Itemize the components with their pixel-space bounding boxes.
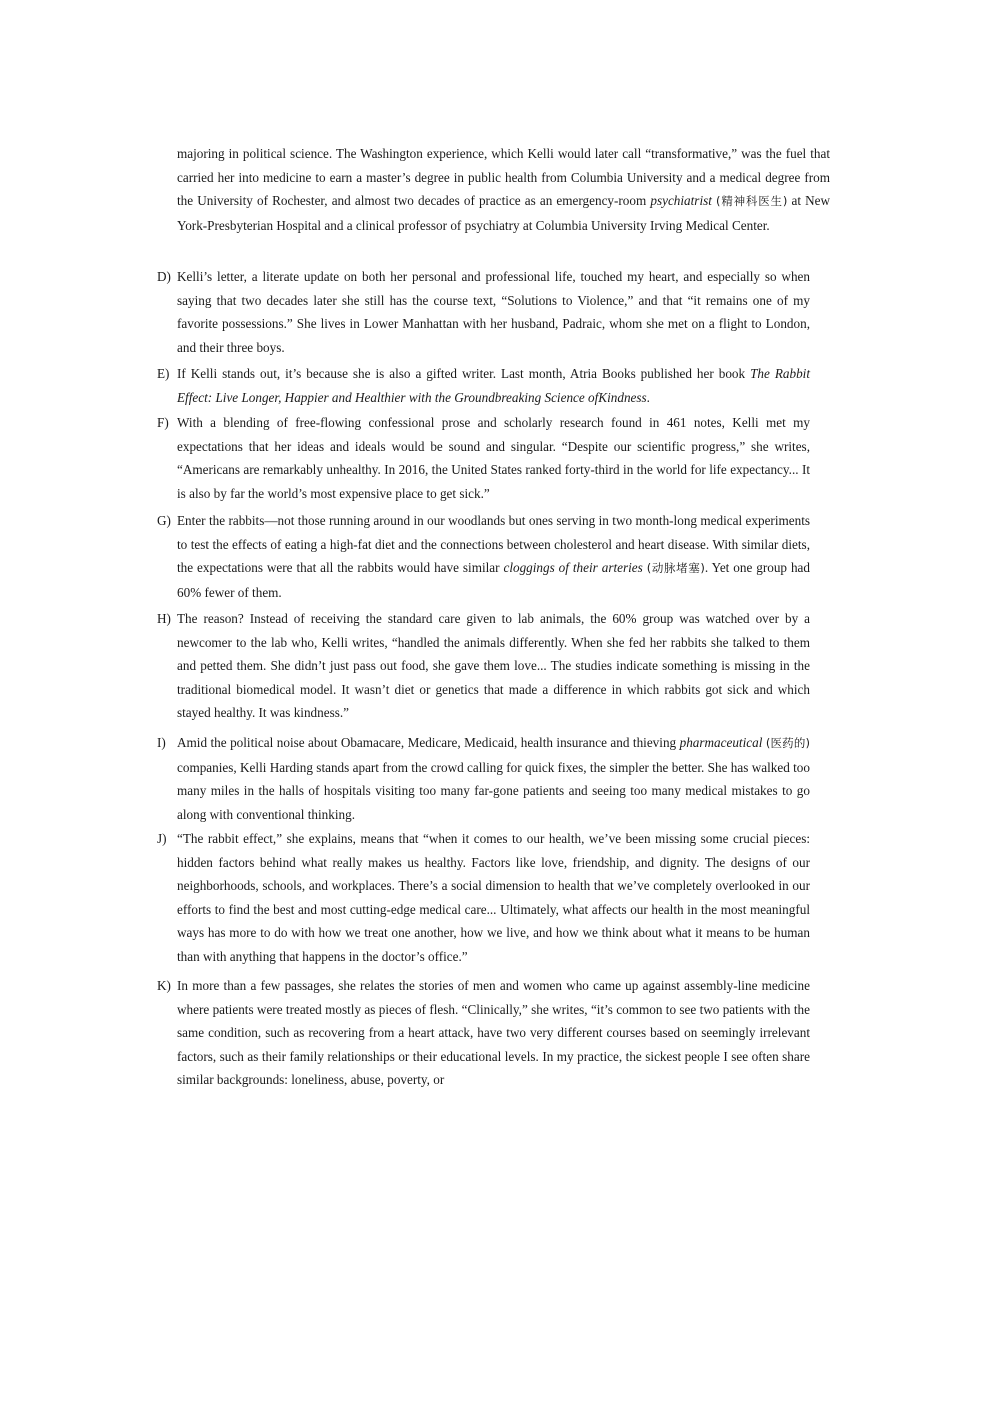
paragraph-i-gloss: (医药的) [765, 736, 810, 750]
paragraph-h [157, 607, 810, 725]
paragraph-g-label: G) [157, 513, 171, 528]
paragraph-j [157, 827, 810, 968]
paragraph-d-label: D) [157, 269, 171, 284]
paragraph-c-gloss: (精神科医生) [716, 194, 788, 208]
paragraph-c-term: psychiatrist [650, 193, 712, 208]
paragraph-e-text: If Kelli stands out, it’s because she is also a gifted writer. Last month, Atria Books published her book [177, 366, 751, 381]
paragraph-g [157, 509, 810, 604]
paragraph-e-book-title: The Rabbit Effect: Live Longer, Happier and Healthier with the Groundbreaking Science ofKindness [177, 366, 810, 405]
paragraph-k-label: K) [157, 978, 171, 993]
paragraph-e [157, 362, 810, 409]
paragraph-g-text: Enter the rabbits—not those running around in our woodlands but ones serving in two month-long medical experiments to test the effects of eating a high-fat diet and the connections between cholesterol and heart disease. With similar diets, the expectations were that all the rabbits would have similar [177, 513, 810, 575]
paragraph-g-term: cloggings of their arteries [503, 560, 643, 575]
paragraph-c-text: majoring in political science. The Washington experience, which Kelli would later call “transformative,” was the fuel that carried her into medicine to earn a master’s degree in public health from Columbia University and a medical degree from the University of Rochester, and almost two decades of practice as an emergency-room [177, 146, 830, 208]
paragraph-k [157, 974, 810, 1092]
paragraph-f-text: With a blending of free-flowing confessional prose and scholarly research found in 461 notes, Kelli met my expectations that her ideas and ideals would be sound and singular. “Despite our scientific progress,” she writes, “Americans are remarkably unhealthy. In 2016, the United States ranked forty-third in the world for life expectancy... It is also by far the world’s most expensive place to get sick.” [177, 415, 810, 501]
paragraph-c-continued [157, 142, 830, 237]
paragraph-f [157, 411, 810, 505]
paragraph-c-after: at New York-Presbyterian Hospital and a clinical professor of psychiatry at Columbia University Irving Medical Center. [177, 193, 830, 233]
paragraph-e-after: . [646, 389, 650, 405]
paragraph-i-label: I) [157, 735, 166, 750]
paragraph-h-label: H) [157, 611, 171, 626]
paragraph-d-text: Kelli’s letter, a literate update on both her personal and professional life, touched my heart, and especially so when saying that two decades later she still has the course text, “Solutions to Violence,” and that “it remains one of my favorite possessions.” She lives in Lower Manhattan with her husband, Padraic, whom she met on a flight to London, and their three boys. [177, 269, 810, 355]
paragraph-d [157, 265, 810, 359]
paragraph-f-label: F) [157, 415, 169, 430]
paragraph-h-text: The reason? Instead of receiving the standard care given to lab animals, the 60% group was watched over by a newcomer to the lab who, Kelli writes, “handled the animals differently. When she fed her rabbits she talked to them and petted them. She didn’t just pass out food, she gave them love... The studies indicate something is missing in the traditional biomedical model. It wasn’t diet or genetics that made a difference in which rabbits got sick and which stayed healthy. It was kindness.” [177, 611, 810, 720]
paragraph-j-label: J) [157, 831, 167, 846]
paragraph-g-gloss: (动脉堵塞) [646, 561, 705, 575]
paragraph-k-text: In more than a few passages, she relates the stories of men and women who came up against assembly-line medicine where patients were treated mostly as pieces of flesh. “Clinically,” she writes, “it’s common to see two patients with the same condition, such as recovering from a heart attack, have two very different courses based on seemingly irrelevant factors, such as their family relationships or their educational levels. In my practice, the sickest people I see often share similar backgrounds: loneliness, abuse, poverty, or [177, 978, 810, 1087]
paragraph-i-term: pharmaceutical [679, 735, 763, 750]
paragraph-i-after: companies, Kelli Harding stands apart from the crowd calling for quick fixes, the simpler the better. She has walked too many miles in the halls of hospitals visiting too many far-gone patients and seeing too many medical mistakes to go along with conventional thinking. [177, 759, 810, 822]
paragraph-i-text: Amid the political noise about Obamacare, Medicare, Medicaid, health insurance and thieving [177, 735, 680, 750]
paragraph-e-label: E) [157, 366, 170, 381]
paragraph-g-after: . Yet one group had 60% fewer of them. [177, 560, 810, 600]
paragraph-i [157, 731, 810, 826]
paragraph-j-text: “The rabbit effect,” she explains, means that “when it comes to our health, we’ve been missing some crucial pieces: hidden factors behind what really makes us healthy. Factors like love, friendship, and dignity. The designs of our neighborhoods, schools, and workplaces. There’s a social dimension to health that we’ve completely overlooked in our efforts to find the best and most cutting-edge medical care... Ultimately, what affects our health in the most meaningful ways has more to do with how we treat one another, how we live, and how we think about what it means to be human than with anything that happens in the doctor’s office.” [177, 831, 810, 964]
